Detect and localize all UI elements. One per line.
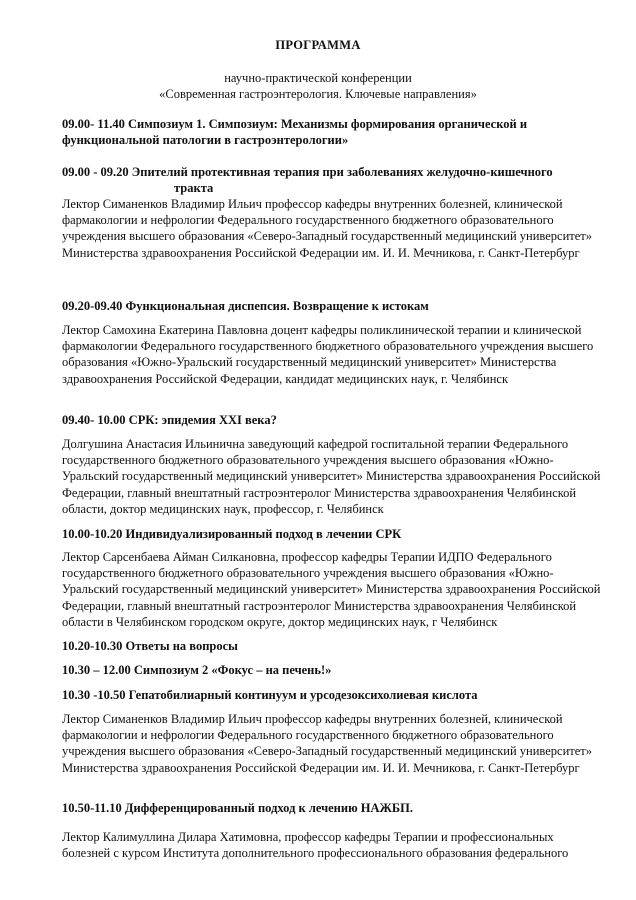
page-title: ПРОГРАММА <box>275 38 361 52</box>
talk-6-speaker: Лектор Калимуллина Дилара Хатимовна, профессор кафедры Терапии и профессиональных болезней с курсом Института дополнительного профессионального образования федерального <box>62 830 569 861</box>
talk-1-title-line-2: тракта <box>174 181 214 195</box>
symposium-1-line-1: 09.00- 11.40 Симпозиум 1. Симпозиум: Механизмы формирования органической и <box>62 117 528 131</box>
talk-5-speaker: Лектор Симаненков Владимир Ильич профессор кафедры внутренних болезней, клинической фармакологии и нефрологии Федерального государственного бюджетного образовательного учреждения высшего образования «Северо-Западный государственный медицинский университет» Министерства здравоохранения Российской Федерации им. И. И. Мечникова, г. Санкт-Петербург <box>62 712 592 775</box>
conference-subtitle <box>0 70 636 102</box>
talk-4-heading: 10.00-10.20 Индивидуализированный подход в лечении СРК <box>62 527 402 541</box>
subtitle-line-1: научно-практической конференции <box>224 71 412 85</box>
subtitle-line-2: «Современная гастроэнтерология. Ключевые направления» <box>159 87 477 101</box>
talk-6-heading: 10.50-11.10 Дифференцированный подход к лечению НАЖБП. <box>62 801 413 815</box>
talk-1-title-line-1: 09.00 - 09.20 Эпителий протективная терапия при заболеваниях желудочно-кишечного <box>62 165 553 179</box>
symposium-1-heading <box>62 116 582 148</box>
talk-2-heading: 09.20-09.40 Функциональная диспепсия. Возвращение к истокам <box>62 299 429 313</box>
talk-4-speaker: Лектор Сарсенбаева Айман Силкановна, профессор кафедры Терапии ИДПО Федерального государственного бюджетного образовательного учреждения высшего образования «Южно-Уральский государственный медицинский университет» Министерства здравоохранения Российской Федерации, главный внештатный гастроэнтеролог Министерства здравоохранения Челябинской области в Челябинском городском округе, доктор медицинских наук, г Челябинск <box>62 550 601 629</box>
symposium-2-heading: 10.30 – 12.00 Симпозиум 2 «Фокус – на печень!» <box>62 663 332 677</box>
talk-1-speaker: Лектор Симаненков Владимир Ильич профессор кафедры внутренних болезней, клинической фармакологии и нефрологии Федерального государственного бюджетного образовательного учреждения высшего образования «Северо-Западный государственный медицинский университет» Министерства здравоохранения Российской Федерации им. И. И. Мечникова, г. Санкт-Петербург <box>62 197 592 260</box>
talk-2-speaker: Лектор Самохина Екатерина Павловна доцент кафедры поликлинической терапии и клинической фармакологии Федерального государственного бюджетного образовательного учреждения высшего образования «Южно-Уральский государственный медицинский университет» Министерства здравоохранения Российской Федерации, кандидат медицинских наук, г. Челябинск <box>62 323 594 386</box>
talk-3-speaker: Долгушина Анастасия Ильинична заведующий кафедрой госпитальной терапии Федерального государственного бюджетного образовательного учреждения высшего образования «Южно-Уральский государственный медицинский университет» Министерства здравоохранения Российской Федерации, главный внештатный гастроэнтеролог Министерства здравоохранения Челябинской области, доктор медицинских наук, профессор, г. Челябинск <box>62 437 601 516</box>
talk-3-heading: 09.40- 10.00 СРК: эпидемия XXI века? <box>62 413 277 427</box>
talk-1-heading <box>62 164 582 196</box>
qa-heading: 10.20-10.30 Ответы на вопросы <box>62 639 238 653</box>
talk-5-heading: 10.30 -10.50 Гепатобилиарный континуум и урсодезоксихолиевая кислота <box>62 688 478 702</box>
symposium-1-line-2: функциональной патологии в гастроэнтерологии» <box>62 133 349 147</box>
